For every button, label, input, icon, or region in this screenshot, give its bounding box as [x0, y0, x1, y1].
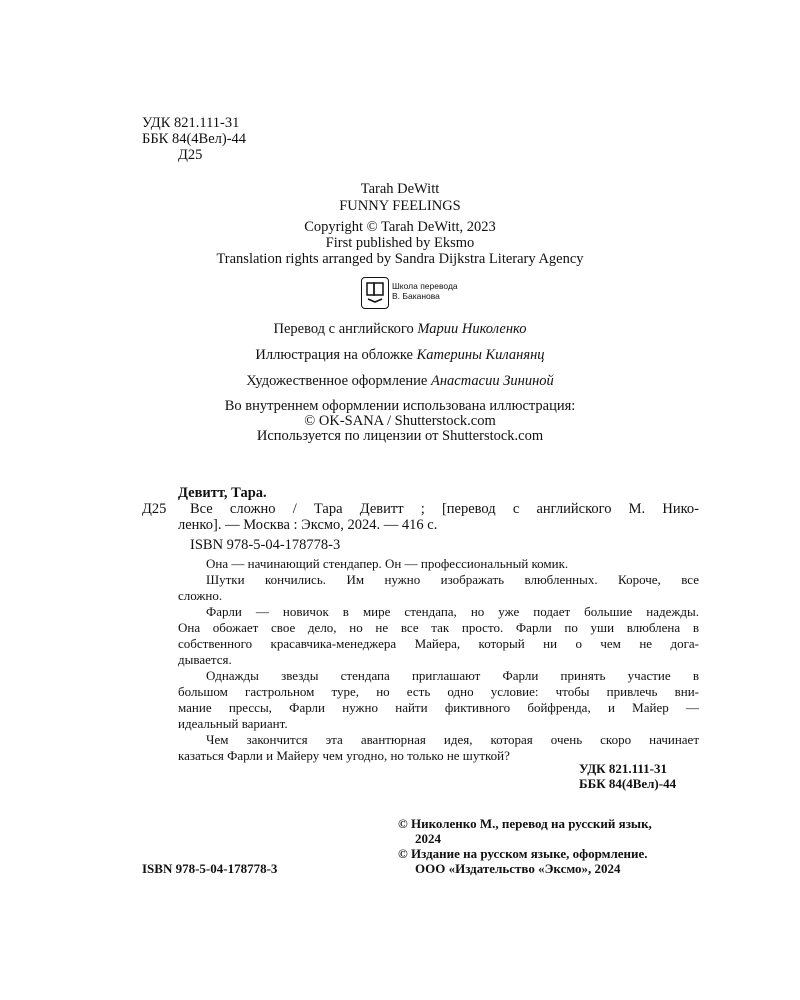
bib-isbn: ISBN 978-5-04-178778-3 [190, 537, 341, 553]
annotation-line: большом гастрольном туре, но есть одно условие: чтобы привлечь вни- [178, 684, 699, 699]
credit-label: Иллюстрация на обложке [255, 347, 417, 363]
bib-description-line: Все сложно / Тара Девитт ; [перевод с английского М. Нико- [190, 501, 699, 517]
isbn-bottom: ISBN 978-5-04-178778-3 [142, 861, 278, 876]
credit-designer [0, 373, 800, 389]
bib-description-line: ленко]. — Москва : Эксмо, 2024. — 416 с. [178, 517, 438, 533]
credit-person: Катерины Киланянц [416, 347, 545, 363]
translation-school-logo-icon [361, 277, 389, 309]
annotation-line: Она — начинающий стендапер. Он — профессиональный комик. [206, 556, 569, 571]
annotation-line: идеальный вариант. [178, 716, 288, 731]
annotation-line: мание прессы, Фарли нужно найти фиктивного бойфренда, и Майер — [178, 700, 699, 715]
annotation-line: Чем закончится эта авантюрная идея, которая очень скоро начинает [206, 732, 699, 747]
annotation-line: Фарли — новичок в мире стендапа, но уже подает большие надежды. [206, 604, 699, 619]
annotation-line: казаться Фарли и Майеру чем угодно, но только не шуткой? [178, 748, 510, 763]
logo-caption [392, 281, 458, 301]
translation-rights: Translation rights arranged by Sandra Dijkstra Literary Agency [216, 251, 584, 267]
bib-code: Д25 [142, 501, 167, 517]
credit-label: Перевод с английского [273, 321, 418, 337]
bbk-code-bottom: ББК 84(4Вел)-44 [579, 776, 677, 791]
annotation-line: собственного красавчика-менеджера Майера, который ни о чем не дога- [178, 636, 699, 651]
original-publisher: First published by Eksmo [325, 235, 475, 251]
copyright-line: © Николенко М., перевод на русский язык, [398, 816, 652, 831]
copyright-line: 2024 [415, 831, 441, 846]
author-mark-top: Д25 [178, 147, 203, 163]
credit-cover-illustrator [0, 347, 800, 363]
credit-label: Художественное оформление [246, 373, 431, 389]
illustration-note-line: Используется по лицензии от Shutterstock.com [256, 428, 544, 444]
logo-line-2: В. Баканова [392, 291, 440, 301]
annotation-line: Однажды звезды стендапа приглашают Фарли принять участие в [206, 668, 699, 683]
annotation-line: Она обожает свое дело, но не все так просто. Фарли по уши влюблена в [178, 620, 699, 635]
annotation-line: сложно. [178, 588, 223, 603]
original-copyright: Copyright © Tarah DeWitt, 2023 [304, 219, 496, 235]
bbk-code-top: ББК 84(4Вел)-44 [142, 131, 247, 147]
copyright-line: ООО «Издательство «Эксмо», 2024 [415, 861, 621, 876]
credit-person: Анастасии Зининой [431, 373, 554, 389]
illustration-note-line: © OK-SANA / Shutterstock.com [304, 413, 496, 429]
udk-code-bottom: УДК 821.111-31 [579, 761, 667, 776]
credit-translator [0, 321, 800, 337]
logo-line-1: Школа перевода [392, 281, 458, 291]
annotation-line: дывается. [178, 652, 232, 667]
original-author: Tarah DeWitt [360, 181, 440, 197]
annotation-line: Шутки кончились. Им нужно изображать влюбленных. Короче, все [206, 572, 699, 587]
illustration-note-line: Во внутреннем оформлении использована иллюстрация: [224, 398, 576, 414]
original-title: FUNNY FEELINGS [339, 198, 461, 214]
bib-author-heading: Девитт, Тара. [178, 485, 267, 501]
copyright-line: © Издание на русском языке, оформление. [398, 846, 648, 861]
credit-person: Марии Николенко [417, 321, 527, 337]
udk-code-top: УДК 821.111-31 [142, 115, 240, 131]
